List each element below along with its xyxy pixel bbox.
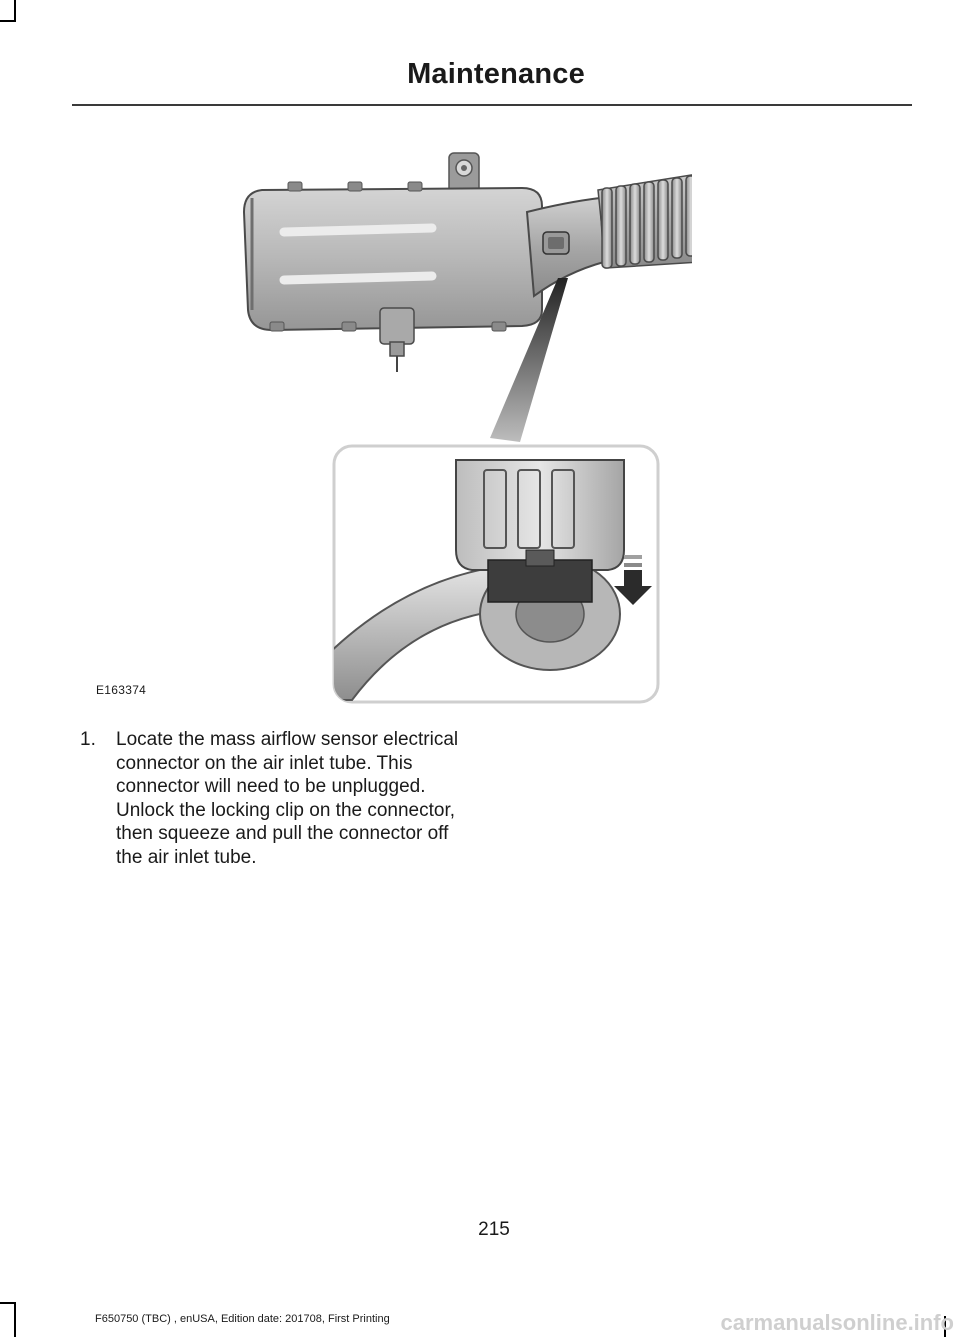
footer-edition: F650750 (TBC) , enUSA, Edition date: 201708, First Printing bbox=[95, 1313, 390, 1325]
page-title: Maintenance bbox=[407, 58, 585, 90]
maf-sensor-illustration bbox=[72, 140, 692, 710]
watermark: carmanualsonline.info bbox=[720, 1310, 954, 1335]
step-text: Locate the mass airflow sensor electrical connector on the air inlet tube. This connector will need to be unplugged. Unlock the locking clip on the connector, then squeeze and pull the connector off the air inlet tube. bbox=[116, 729, 459, 868]
page-number: 215 bbox=[478, 1219, 510, 1240]
step-number: 1. bbox=[80, 729, 96, 750]
crop-mark bbox=[14, 1302, 16, 1337]
figure-id: E163374 bbox=[96, 683, 147, 697]
crop-mark bbox=[0, 1302, 16, 1304]
crop-mark bbox=[14, 0, 16, 22]
header-rule bbox=[72, 104, 912, 106]
crop-mark bbox=[0, 20, 16, 22]
